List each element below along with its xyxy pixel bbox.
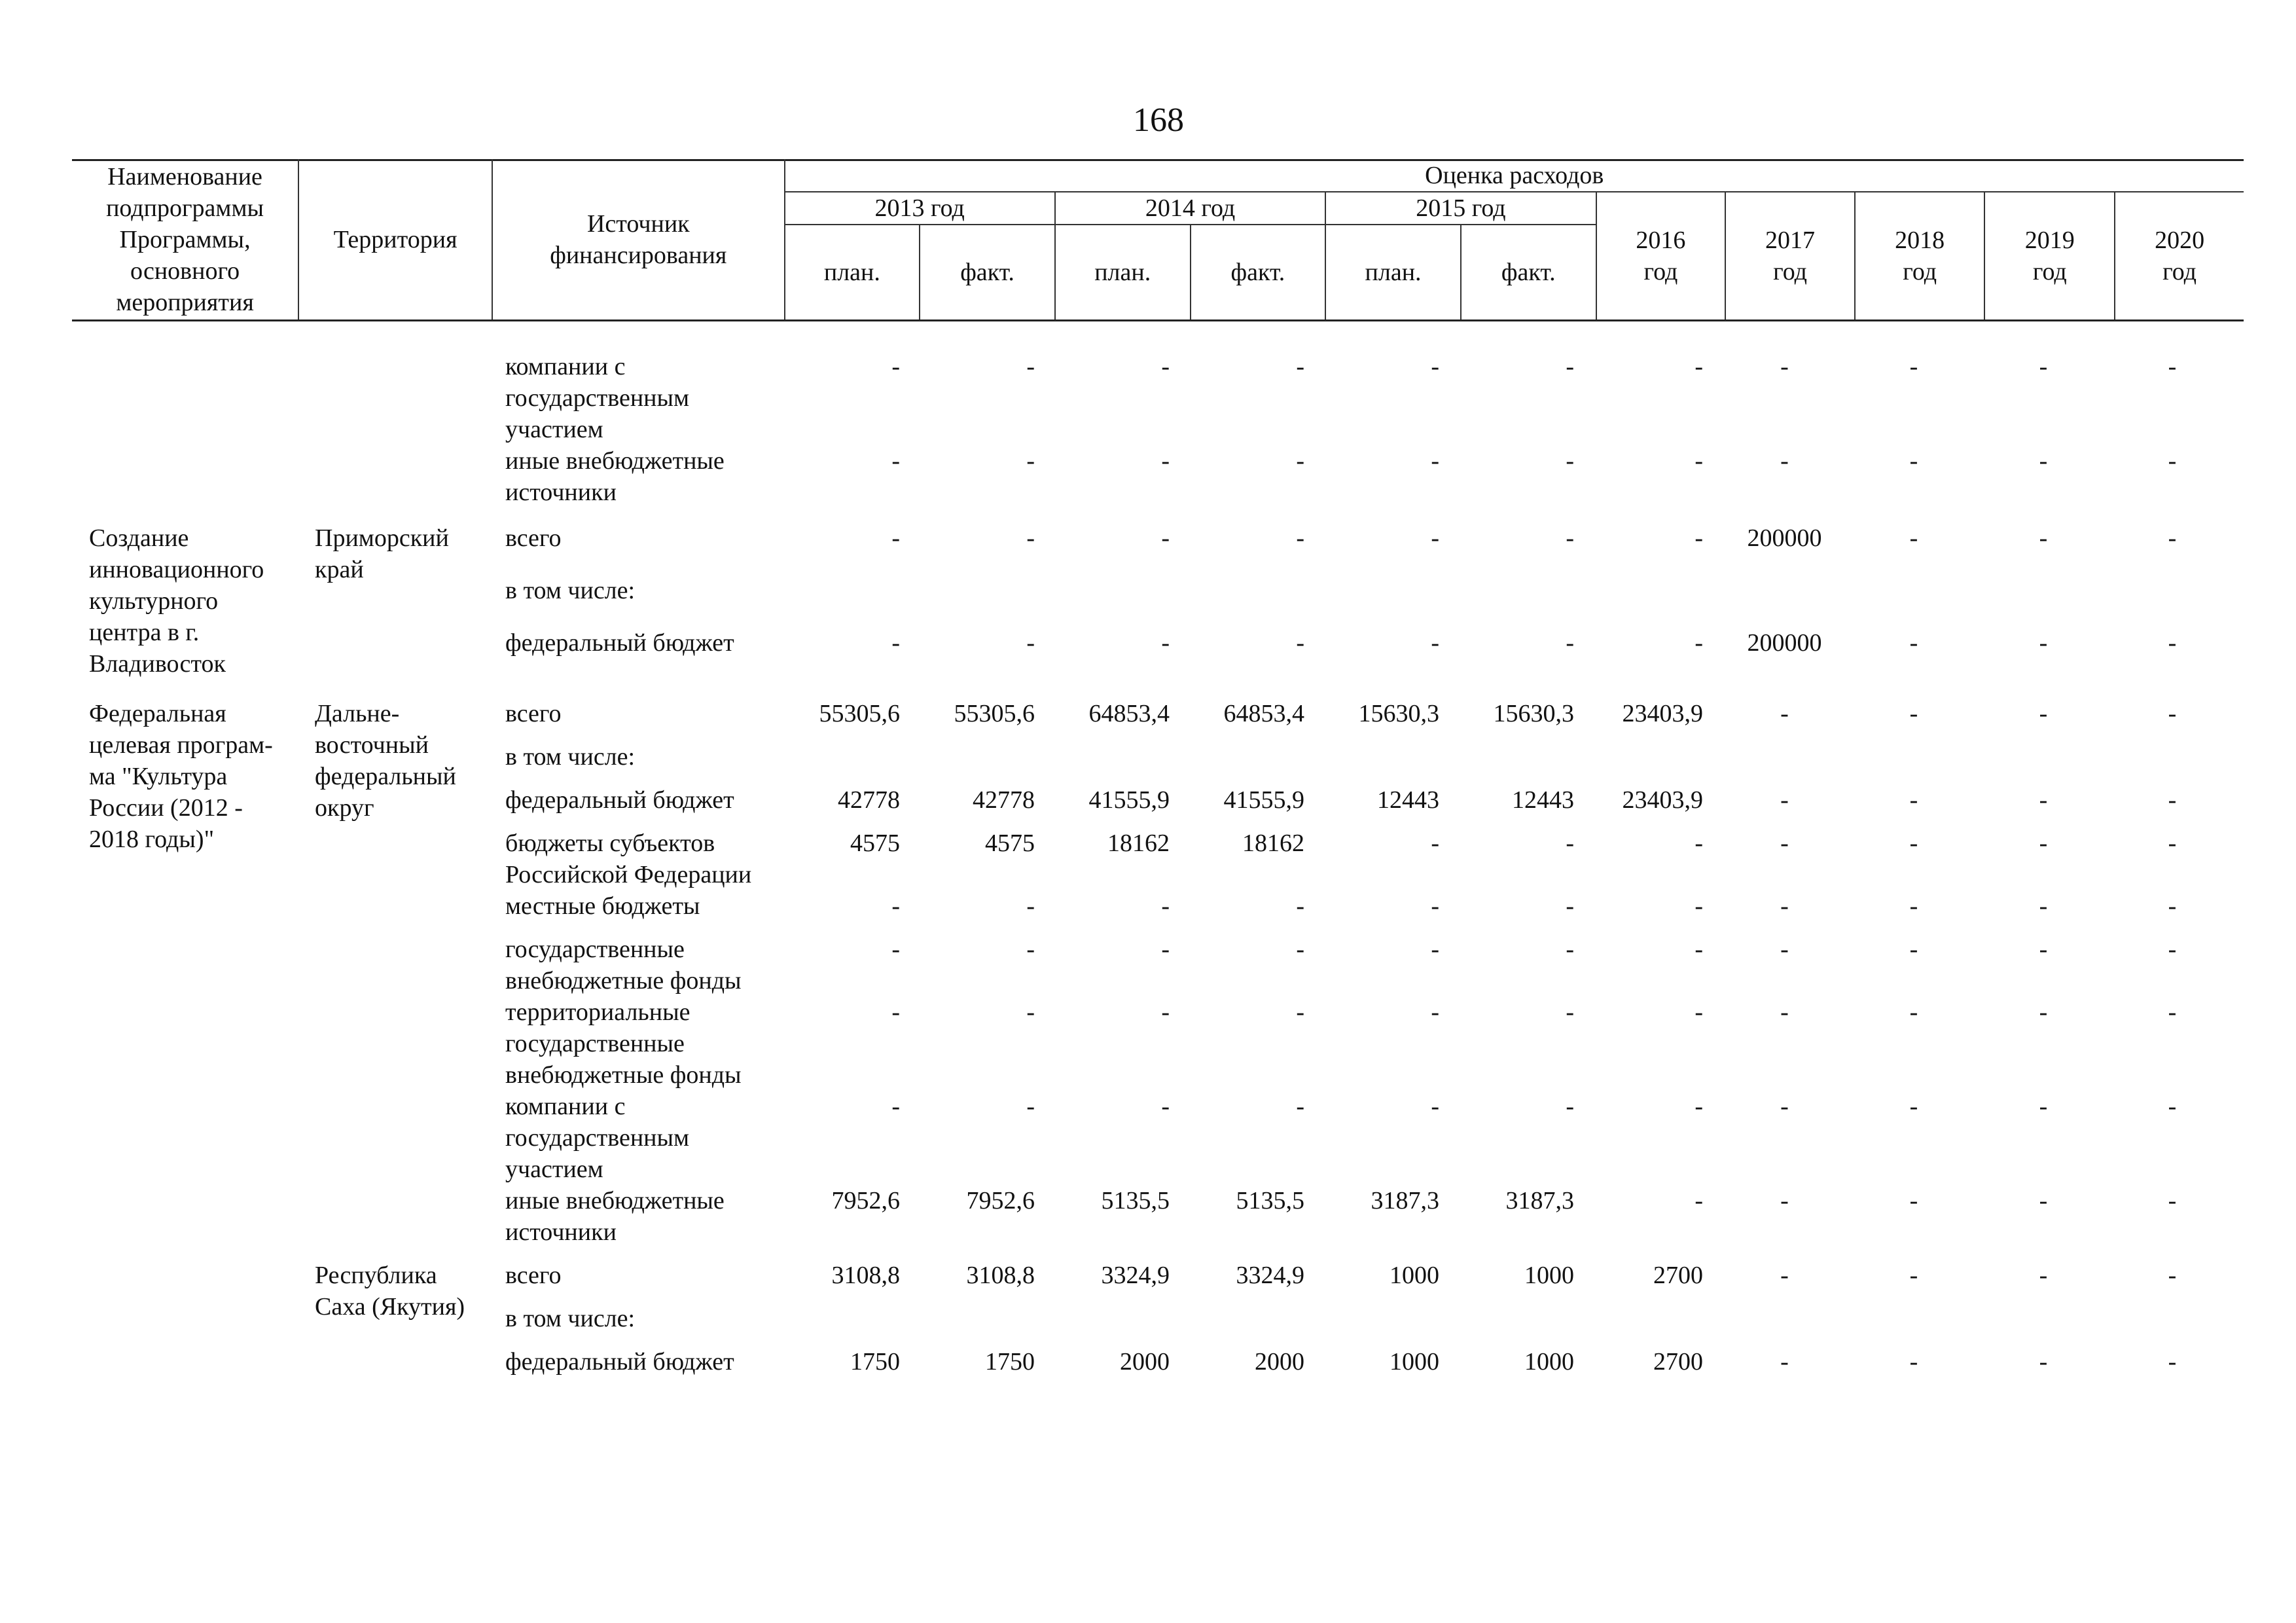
- value-cell: -: [1026, 353, 1035, 380]
- value-cell: 2000: [1255, 1348, 1304, 1376]
- value-cell: 15630,3: [1358, 700, 1439, 727]
- value-cell: -: [2039, 447, 2048, 475]
- header-bottom-rule: [72, 319, 2244, 321]
- header-year-2017: [1725, 192, 1855, 319]
- value-cell: [2108, 1303, 2236, 1346]
- funding-source: всего: [505, 1262, 562, 1289]
- value-cell: 23403,9: [1622, 700, 1703, 727]
- value-cell: [1849, 1303, 1979, 1346]
- value-cell: -: [2039, 629, 2048, 657]
- header-source-line: Источник: [586, 210, 690, 238]
- value-cell: 64853,4: [1088, 700, 1170, 727]
- header-year-2019: [1984, 192, 2115, 319]
- value-cell: -: [1780, 447, 1789, 475]
- program-name: [72, 445, 298, 508]
- value-cell: -: [2039, 353, 2048, 380]
- territory: Приморский край: [315, 524, 449, 583]
- value-cell: -: [2168, 524, 2177, 552]
- year-number: 2019: [2024, 227, 2075, 254]
- value-cell: -: [2168, 629, 2177, 657]
- table-row: [72, 351, 2244, 445]
- value-cell: [1187, 575, 1321, 627]
- value-cell: -: [1695, 1187, 1703, 1214]
- value-cell: -: [1909, 1187, 1918, 1214]
- program-name: [72, 351, 298, 445]
- row-gap: [72, 680, 2244, 698]
- funding-source: бюджеты субъектов Российской Федерации: [505, 830, 752, 888]
- value-cell: -: [1026, 1093, 1035, 1120]
- value-cell: -: [1695, 629, 1703, 657]
- value-cell: 4575: [985, 830, 1035, 857]
- value-cell: 12443: [1377, 786, 1439, 814]
- value-cell: -: [2039, 1093, 2048, 1120]
- year-number: 2020: [2155, 227, 2205, 254]
- value-cell: 3187,3: [1371, 1187, 1439, 1214]
- value-cell: -: [2168, 998, 2177, 1026]
- table-header: [72, 159, 2244, 319]
- header-plan: план.: [1325, 225, 1461, 319]
- value-cell: -: [1566, 830, 1574, 857]
- value-cell: 64853,4: [1223, 700, 1304, 727]
- value-cell: -: [2168, 1262, 2177, 1289]
- value-cell: 3187,3: [1505, 1187, 1574, 1214]
- value-cell: -: [1695, 936, 1703, 963]
- value-cell: -: [1695, 998, 1703, 1026]
- value-cell: [2108, 741, 2236, 784]
- value-cell: [917, 1303, 1052, 1346]
- value-cell: -: [1695, 447, 1703, 475]
- territory: Республика Саха (Якутия): [315, 1262, 465, 1321]
- value-cell: [1720, 575, 1849, 627]
- row-gap: [72, 1248, 2244, 1260]
- value-cell: 1000: [1390, 1348, 1439, 1376]
- value-cell: -: [1909, 524, 1918, 552]
- value-cell: -: [1026, 447, 1035, 475]
- value-cell: -: [1780, 353, 1789, 380]
- header-name-line: основного: [130, 257, 240, 285]
- header-name-line: Программы,: [119, 225, 251, 253]
- value-cell: -: [1161, 998, 1170, 1026]
- year-number: 2017: [1765, 227, 1816, 254]
- value-cell: [1979, 741, 2108, 784]
- value-cell: -: [1566, 998, 1574, 1026]
- value-cell: 200000: [1747, 629, 1822, 657]
- value-cell: -: [1780, 998, 1789, 1026]
- value-cell: -: [1431, 629, 1439, 657]
- header-plan: план.: [785, 225, 920, 319]
- year-suffix: год: [2032, 258, 2067, 285]
- value-cell: -: [1296, 447, 1304, 475]
- value-cell: [1052, 741, 1187, 784]
- value-cell: -: [1695, 524, 1703, 552]
- funding-source: территориальные государственные внебюджетные фонды: [505, 998, 742, 1089]
- value-cell: 3324,9: [1236, 1262, 1304, 1289]
- value-cell: -: [1695, 892, 1703, 920]
- value-cell: -: [1431, 892, 1439, 920]
- value-cell: -: [1695, 1093, 1703, 1120]
- value-cell: -: [2168, 936, 2177, 963]
- value-cell: -: [2039, 524, 2048, 552]
- value-cell: 15630,3: [1493, 700, 1574, 727]
- value-cell: -: [1909, 353, 1918, 380]
- value-cell: 5135,5: [1101, 1187, 1170, 1214]
- value-cell: -: [1026, 524, 1035, 552]
- value-cell: [1052, 575, 1187, 627]
- value-cell: [782, 575, 917, 627]
- value-cell: -: [1296, 629, 1304, 657]
- value-cell: [1979, 1303, 2108, 1346]
- value-cell: 41555,9: [1223, 786, 1304, 814]
- territory: [298, 351, 491, 445]
- header-year-2014: 2014 год: [1055, 192, 1325, 225]
- value-cell: [782, 741, 917, 784]
- value-cell: [1456, 741, 1591, 784]
- header-territory: Территория: [298, 159, 492, 319]
- year-number: 2016: [1636, 227, 1686, 254]
- value-cell: -: [1695, 353, 1703, 380]
- header-year-2016: [1596, 192, 1726, 319]
- value-cell: -: [1909, 1348, 1918, 1376]
- value-cell: -: [1161, 524, 1170, 552]
- value-cell: -: [2039, 1348, 2048, 1376]
- value-cell: [1720, 1303, 1849, 1346]
- funding-source: компании с государственным участием: [505, 1093, 690, 1183]
- header-plan: план.: [1055, 225, 1191, 319]
- value-cell: -: [1566, 447, 1574, 475]
- value-cell: -: [1909, 629, 1918, 657]
- table-body: [72, 351, 2244, 1389]
- year-suffix: год: [1903, 258, 1937, 285]
- value-cell: 7952,6: [831, 1187, 900, 1214]
- year-suffix: год: [1773, 258, 1807, 285]
- value-cell: [1591, 1303, 1720, 1346]
- value-cell: -: [1161, 936, 1170, 963]
- value-cell: -: [1026, 936, 1035, 963]
- value-cell: 18162: [1107, 830, 1170, 857]
- territory: Дальне-восточный федеральный округ: [315, 700, 456, 822]
- value-cell: 4575: [850, 830, 900, 857]
- header-fact: факт.: [1461, 225, 1596, 319]
- table-row: [72, 522, 2244, 575]
- value-cell: -: [1909, 700, 1918, 727]
- value-cell: [1591, 741, 1720, 784]
- value-cell: -: [2168, 353, 2177, 380]
- value-cell: 2700: [1653, 1262, 1703, 1289]
- program-name: Создание инновационного культурного центра в г. Владивосток: [89, 524, 264, 678]
- value-cell: 1000: [1524, 1262, 1574, 1289]
- value-cell: 42778: [973, 786, 1035, 814]
- header-year-2020: [2115, 192, 2244, 319]
- value-cell: [1321, 575, 1456, 627]
- header-name-line: Наименование: [107, 162, 262, 191]
- table-row: [72, 698, 2244, 741]
- funding-source: иные внебюджетные источники: [505, 1187, 725, 1246]
- value-cell: 3324,9: [1101, 1262, 1170, 1289]
- value-cell: [1720, 741, 1849, 784]
- funding-source: федеральный бюджет: [505, 786, 734, 814]
- value-cell: [1321, 741, 1456, 784]
- value-cell: -: [1026, 892, 1035, 920]
- value-cell: -: [1296, 524, 1304, 552]
- value-cell: -: [1780, 1262, 1789, 1289]
- value-cell: -: [1431, 447, 1439, 475]
- value-cell: -: [891, 998, 900, 1026]
- value-cell: -: [1695, 830, 1703, 857]
- value-cell: -: [1566, 1093, 1574, 1120]
- value-cell: 7952,6: [966, 1187, 1035, 1214]
- program-name: Федеральная целевая програм-ма "Культура России (2012 - 2018 годы)": [89, 700, 273, 853]
- value-cell: -: [891, 629, 900, 657]
- value-cell: -: [1431, 830, 1439, 857]
- value-cell: -: [1566, 524, 1574, 552]
- value-cell: -: [1780, 786, 1789, 814]
- table-row: [72, 445, 2244, 508]
- value-cell: 23403,9: [1622, 786, 1703, 814]
- header-year-2018: [1855, 192, 1985, 319]
- value-cell: 12443: [1512, 786, 1574, 814]
- value-cell: -: [1909, 936, 1918, 963]
- funding-source: компании с государственным участием: [505, 353, 690, 443]
- value-cell: -: [1566, 629, 1574, 657]
- value-cell: -: [891, 447, 900, 475]
- value-cell: -: [2039, 998, 2048, 1026]
- value-cell: [1849, 741, 1979, 784]
- value-cell: [917, 741, 1052, 784]
- value-cell: -: [1026, 629, 1035, 657]
- funding-source: федеральный бюджет: [505, 1348, 734, 1376]
- year-number: 2018: [1895, 227, 1945, 254]
- value-cell: 200000: [1747, 524, 1822, 552]
- value-cell: [2108, 575, 2236, 627]
- value-cell: -: [2039, 830, 2048, 857]
- value-cell: -: [1431, 1093, 1439, 1120]
- value-cell: [1187, 741, 1321, 784]
- value-cell: -: [1780, 1093, 1789, 1120]
- header-source-line: финансирования: [550, 241, 727, 269]
- value-cell: -: [2168, 1093, 2177, 1120]
- value-cell: -: [1780, 1348, 1789, 1376]
- value-cell: [1456, 575, 1591, 627]
- value-cell: -: [2168, 830, 2177, 857]
- value-cell: -: [1780, 700, 1789, 727]
- value-cell: 55305,6: [819, 700, 900, 727]
- value-cell: -: [891, 936, 900, 963]
- value-cell: -: [891, 1093, 900, 1120]
- value-cell: -: [1431, 353, 1439, 380]
- value-cell: -: [1780, 830, 1789, 857]
- value-cell: 1000: [1524, 1348, 1574, 1376]
- value-cell: 55305,6: [954, 700, 1035, 727]
- funding-source: всего: [505, 700, 562, 727]
- year-suffix: год: [1643, 258, 1678, 285]
- value-cell: [1849, 575, 1979, 627]
- year-suffix: год: [2162, 258, 2197, 285]
- header-fact: факт.: [920, 225, 1055, 319]
- value-cell: -: [2039, 1187, 2048, 1214]
- value-cell: [1321, 1303, 1456, 1346]
- value-cell: 3108,8: [966, 1262, 1035, 1289]
- value-cell: 2700: [1653, 1348, 1703, 1376]
- value-cell: -: [1431, 936, 1439, 963]
- header-year-2013: 2013 год: [785, 192, 1055, 225]
- value-cell: -: [2168, 786, 2177, 814]
- funding-source: всего: [505, 524, 562, 552]
- header-year-2015: 2015 год: [1325, 192, 1596, 225]
- value-cell: -: [1566, 936, 1574, 963]
- value-cell: 1750: [985, 1348, 1035, 1376]
- header-name-line: подпрограммы: [106, 194, 264, 222]
- value-cell: 42778: [838, 786, 900, 814]
- value-cell: -: [1026, 998, 1035, 1026]
- value-cell: -: [2039, 936, 2048, 963]
- value-cell: -: [2039, 892, 2048, 920]
- value-cell: -: [2039, 700, 2048, 727]
- value-cell: -: [2168, 1348, 2177, 1376]
- value-cell: -: [2039, 1262, 2048, 1289]
- value-cell: -: [1296, 1093, 1304, 1120]
- value-cell: 2000: [1120, 1348, 1170, 1376]
- value-cell: 41555,9: [1088, 786, 1170, 814]
- value-cell: -: [1909, 447, 1918, 475]
- value-cell: -: [1909, 786, 1918, 814]
- value-cell: -: [1909, 830, 1918, 857]
- value-cell: -: [891, 892, 900, 920]
- value-cell: -: [1780, 1187, 1789, 1214]
- value-cell: -: [1431, 998, 1439, 1026]
- value-cell: -: [1909, 892, 1918, 920]
- value-cell: -: [2168, 892, 2177, 920]
- table-row: [72, 1260, 2244, 1303]
- row-gap: [72, 508, 2244, 522]
- value-cell: -: [1296, 936, 1304, 963]
- value-cell: -: [891, 353, 900, 380]
- funding-source: иные внебюджетные источники: [505, 447, 725, 506]
- funding-source: в том числе:: [505, 743, 636, 771]
- value-cell: -: [1566, 353, 1574, 380]
- funding-source: в том числе:: [505, 577, 636, 604]
- value-cell: 18162: [1242, 830, 1304, 857]
- value-cell: -: [1161, 353, 1170, 380]
- header-estimate: Оценка расходов: [785, 159, 2244, 192]
- value-cell: [1456, 1303, 1591, 1346]
- funding-source: федеральный бюджет: [505, 629, 734, 657]
- value-cell: [1979, 575, 2108, 627]
- value-cell: -: [891, 524, 900, 552]
- value-cell: -: [1161, 1093, 1170, 1120]
- header-name-cell: [72, 159, 298, 319]
- value-cell: [1187, 1303, 1321, 1346]
- header-source-cell: [492, 159, 784, 319]
- value-cell: -: [1431, 524, 1439, 552]
- value-cell: -: [1296, 353, 1304, 380]
- value-cell: [782, 1303, 917, 1346]
- value-cell: -: [2168, 700, 2177, 727]
- header-fact: факт.: [1191, 225, 1326, 319]
- value-cell: -: [1161, 629, 1170, 657]
- value-cell: -: [2039, 786, 2048, 814]
- table-rows: [72, 351, 2244, 1389]
- funding-source: государственные внебюджетные фонды: [505, 936, 742, 994]
- value-cell: -: [1780, 936, 1789, 963]
- value-cell: -: [1161, 892, 1170, 920]
- value-cell: 1000: [1390, 1262, 1439, 1289]
- value-cell: -: [2168, 447, 2177, 475]
- funding-source: местные бюджеты: [505, 892, 700, 920]
- value-cell: -: [1780, 892, 1789, 920]
- value-cell: 1750: [850, 1348, 900, 1376]
- value-cell: 5135,5: [1236, 1187, 1304, 1214]
- value-cell: [917, 575, 1052, 627]
- territory: [298, 445, 491, 508]
- value-cell: [1591, 575, 1720, 627]
- value-cell: [1052, 1303, 1187, 1346]
- value-cell: -: [1566, 892, 1574, 920]
- value-cell: -: [2168, 1187, 2177, 1214]
- value-cell: -: [1909, 1262, 1918, 1289]
- value-cell: -: [1296, 998, 1304, 1026]
- value-cell: -: [1296, 892, 1304, 920]
- value-cell: 3108,8: [831, 1262, 900, 1289]
- page-number: 168: [1133, 101, 1184, 139]
- value-cell: -: [1909, 998, 1918, 1026]
- header-name-line: мероприятия: [116, 288, 254, 316]
- funding-source: в том числе:: [505, 1305, 636, 1332]
- value-cell: -: [1161, 447, 1170, 475]
- value-cell: -: [1909, 1093, 1918, 1120]
